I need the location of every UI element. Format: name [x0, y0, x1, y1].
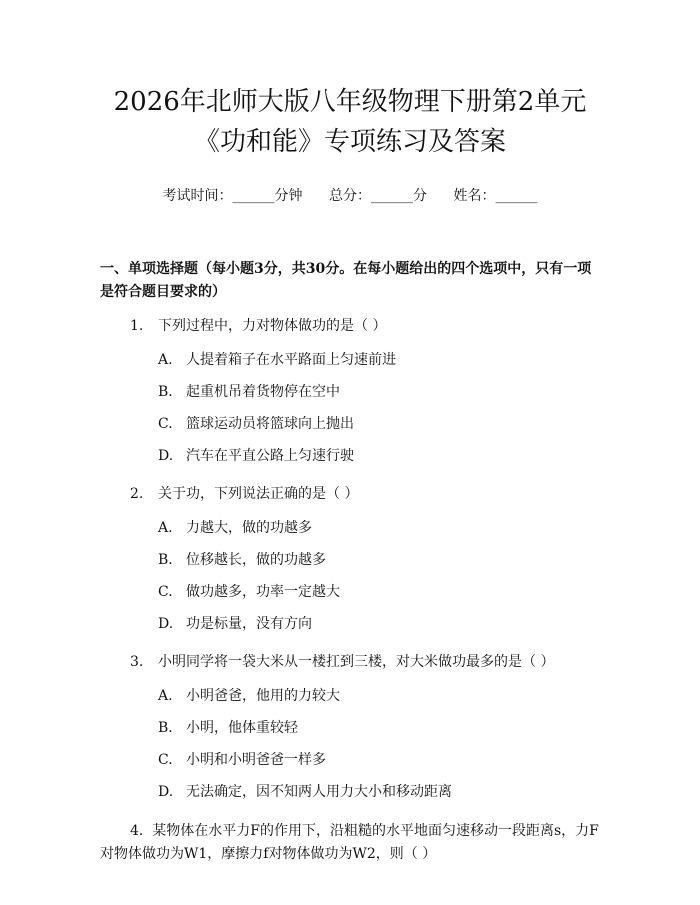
question-number: 3.	[130, 654, 144, 670]
option-c	[100, 744, 600, 776]
option-c	[100, 576, 600, 608]
option-d	[100, 776, 600, 808]
question-2-options	[100, 512, 600, 640]
option-letter: A.	[158, 688, 173, 704]
option-text: 篮球运动员将篮球向上抛出	[186, 416, 354, 432]
question-3-options	[100, 680, 600, 808]
option-text: 汽车在平直公路上匀速行驶	[186, 448, 354, 464]
question-number: 2.	[130, 486, 144, 502]
question-1-options	[100, 344, 600, 472]
title-line-1: 2026年北师大版八年级物理下册第2单元	[113, 87, 587, 117]
option-letter: A.	[158, 352, 173, 368]
option-a	[100, 680, 600, 712]
option-letter: B.	[158, 384, 173, 400]
question-1	[100, 316, 600, 336]
option-text: 力越大，做的功越多	[186, 520, 312, 536]
question-text: 小明同学将一袋大米从一楼扛到三楼，对大米做功最多的是（ ）	[158, 654, 555, 670]
exam-meta	[100, 185, 600, 205]
option-letter: D.	[158, 616, 174, 632]
option-letter: C.	[158, 752, 173, 768]
option-text: 小明和小明爸爸一样多	[186, 752, 326, 768]
question-text: 关于功，下列说法正确的是（ ）	[158, 486, 359, 502]
question-number: 4.	[130, 823, 144, 839]
option-a	[100, 512, 600, 544]
option-text: 位移越长，做的功越多	[186, 552, 326, 568]
question-2	[100, 484, 600, 504]
option-text: 人提着箱子在水平路面上匀速前进	[186, 352, 396, 368]
document-title	[100, 82, 600, 162]
title-line-2: 《功和能》专项练习及答案	[193, 127, 506, 157]
question-text: 下列过程中，力对物体做功的是（ ）	[158, 318, 387, 334]
option-b	[100, 376, 600, 408]
option-letter: A.	[158, 520, 173, 536]
option-letter: C.	[158, 416, 173, 432]
option-letter: B.	[158, 720, 173, 736]
option-d	[100, 440, 600, 472]
option-text: 起重机吊着货物停在空中	[186, 384, 340, 400]
option-letter: D.	[158, 784, 174, 800]
option-c	[100, 408, 600, 440]
option-d	[100, 608, 600, 640]
question-3	[100, 652, 600, 672]
section-heading-single-choice: 一、单项选择题（每小题3分，共30分。在每小题给出的四个选项中，只有一项是符合题目要求的）	[100, 261, 592, 300]
student-name: 姓名：______	[453, 188, 538, 204]
question-4	[100, 820, 600, 866]
total-score: 总分：______分	[329, 188, 427, 204]
option-letter: D.	[158, 448, 174, 464]
option-text: 小明爸爸，他用的力较大	[186, 688, 340, 704]
option-b	[100, 544, 600, 576]
option-text: 功是标量，没有方向	[186, 616, 312, 632]
option-text: 小明，他体重较轻	[186, 720, 298, 736]
option-text: 做功越多，功率一定越大	[186, 584, 340, 600]
question-text: 某物体在水平力F的作用下，沿粗糙的水平地面匀速移动一段距离s，力F对物体做功为W1，摩擦力f对物体做功为W2，则（ ）	[100, 823, 599, 862]
exam-time: 考试时间：______分钟	[162, 188, 303, 204]
option-b	[100, 712, 600, 744]
option-text: 无法确定，因不知两人用力大小和移动距离	[186, 784, 452, 800]
option-letter: B.	[158, 552, 173, 568]
question-number: 1.	[130, 318, 144, 334]
option-letter: C.	[158, 584, 173, 600]
option-a	[100, 344, 600, 376]
